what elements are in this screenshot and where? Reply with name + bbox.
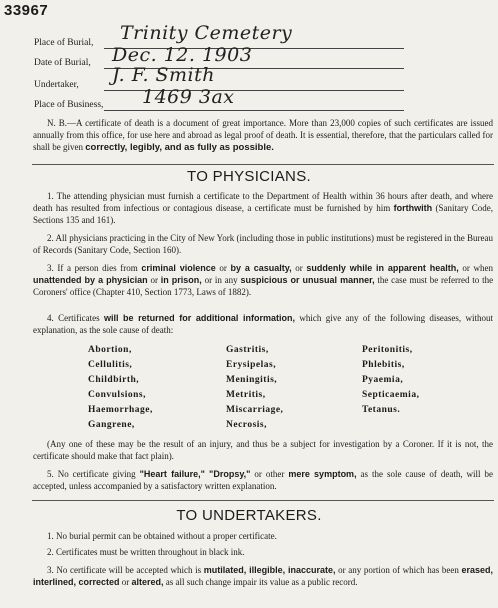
rule-5-text-e: as the sole cause of death, will be accepted, unless accompanied by a satisfactory written explanation. — [33, 469, 493, 491]
rule-3-citation: the case must be referred to the Coroners' office (Chapter 410, Section 1773, Laws of 1882). — [33, 275, 494, 297]
certificate-number: 33967 — [4, 2, 49, 19]
u3-text-c: or any portion of which has been — [338, 565, 459, 575]
coroner-note-text: (Any one of these may be the result of an injury, and thus be a subject for investigation by a Coroner. If it is not, the certificate should make that fact plain). — [33, 439, 493, 461]
disease-item: Gangrene, — [88, 420, 135, 430]
u3-or: or — [121, 577, 130, 587]
rule-4-emphasis: will be returned for additional information, — [103, 313, 295, 323]
rule-4-text-a: 4. Certificates — [47, 313, 100, 323]
disease-item: Phlebitis, — [362, 360, 405, 370]
rule-3-or-3: or — [150, 275, 158, 285]
divider — [32, 500, 494, 501]
disease-item: Necrosis, — [226, 420, 267, 430]
physicians-rule-1 — [33, 190, 493, 226]
rule-1-emphasis: forthwith — [393, 203, 433, 213]
coroner-note — [33, 438, 493, 462]
rule-1-citation: (Sanitary Code, Sections 135 and 161). — [33, 203, 494, 225]
physicians-rule-3 — [33, 262, 493, 298]
undertakers-rule-2-text: 2. Certificates must be written throughout in black ink. — [47, 547, 245, 557]
u3-text-a: 3. No certificate will be accepted which is — [47, 565, 202, 575]
physicians-rule-2 — [33, 232, 493, 256]
undertaker-label: Undertaker, — [34, 80, 79, 90]
physicians-rule-5 — [33, 468, 493, 492]
disease-item: Metritis, — [226, 390, 266, 400]
undertaker-value: J. F. Smith — [112, 64, 216, 86]
rule-3-casualty: by a casualty, — [230, 263, 292, 273]
rule-5-text-a: 5. No certificate giving — [47, 469, 136, 479]
undertakers-rule-1 — [33, 530, 493, 542]
business-place-line — [104, 110, 404, 111]
disease-item: Miscarriage, — [226, 405, 284, 415]
rule-3-suspicious: suspicious or unusual manner, — [240, 275, 375, 285]
rule-3-or-1: or — [219, 263, 227, 273]
business-place-value: 1469 3ax — [142, 86, 235, 108]
u3-altered: altered, — [131, 577, 164, 587]
u3-text-g: as all such change impair its value as a public record. — [165, 577, 358, 587]
rule-3-or-in-any: or in any — [204, 275, 238, 285]
undertakers-heading: TO UNDERTAKERS. — [176, 507, 322, 524]
u3-erased: erased, interlined, corrected — [33, 565, 494, 587]
burial-date-label: Date of Burial, — [34, 58, 91, 68]
rule-3-in-prison: in prison, — [160, 275, 202, 285]
rule-3-suddenly: suddenly while in apparent health, — [306, 263, 459, 273]
rule-5-mere-symptom: mere symptom, — [288, 469, 357, 479]
rule-1-text: 1. The attending physician must furnish a certificate to the Department of Health within 36 hours after death, and where death has resulted from infectious or contagious disease, a certificate must be furnished by him — [33, 191, 493, 213]
divider — [32, 164, 494, 165]
rule-5-or-other: or other — [254, 469, 285, 479]
burial-date-value: Dec. 12. 1903 — [112, 44, 253, 66]
disease-item: Gastritis, — [226, 345, 269, 355]
disease-item: Cellulitis, — [88, 360, 133, 370]
disease-item: Childbirth, — [88, 375, 140, 385]
burial-place-label: Place of Burial, — [34, 38, 94, 48]
disease-item: Tetanus. — [362, 405, 401, 415]
rule-3-criminal-violence: criminal violence — [141, 263, 216, 273]
physicians-heading: TO PHYSICIANS. — [187, 168, 311, 185]
rule-2-text: 2. All physicians practicing in the City of New York (including those in public institutions) must be registered in the Bureau of Records (Sanitary Code, Section 160). — [33, 233, 493, 255]
rule-5-heart-failure-dropsy: "Heart failure," "Dropsy," — [139, 469, 251, 479]
disease-item: Septicaemia, — [362, 390, 420, 400]
disease-item: Pyaemia, — [362, 375, 404, 385]
undertakers-rule-3 — [33, 564, 493, 588]
rule-4-text-c: which give any of the following diseases, without explanation, as the sole cause of death: — [33, 313, 494, 335]
business-place-label: Place of Business, — [34, 100, 104, 110]
disease-item: Haemorrhage, — [88, 405, 153, 415]
rule-3-text-a: 3. If a person dies from — [47, 263, 138, 273]
disease-item: Peritonitis, — [362, 345, 413, 355]
u3-mutilated: mutilated, illegible, inaccurate, — [203, 565, 336, 575]
undertakers-rule-2 — [33, 546, 493, 558]
disease-item: Convulsions, — [88, 390, 147, 400]
rule-3-unattended: unattended by a physician — [33, 275, 148, 285]
disease-item: Erysipelas, — [226, 360, 277, 370]
burial-place-value: Trinity Cemetery — [120, 22, 293, 44]
disease-item: Abortion, — [88, 345, 132, 355]
rule-3-or-when: or when — [462, 263, 494, 273]
nb-paragraph — [33, 117, 493, 154]
disease-item: Meningitis, — [226, 375, 278, 385]
undertakers-rule-1-text: 1. No burial permit can be obtained without a proper certificate. — [47, 531, 277, 541]
nb-emphasis: correctly, legibly, and as fully as possible. — [85, 142, 274, 153]
rule-3-or-2: or — [295, 263, 303, 273]
nb-text: N. B.—A certificate of death is a document of great importance. More than 23,000 copies of such certificates are issued annually from this office, for use here and abroad as legal proof of death. It is essential, therefore, that the particulars called for shall be given — [33, 118, 493, 152]
physicians-rule-4 — [33, 312, 493, 336]
